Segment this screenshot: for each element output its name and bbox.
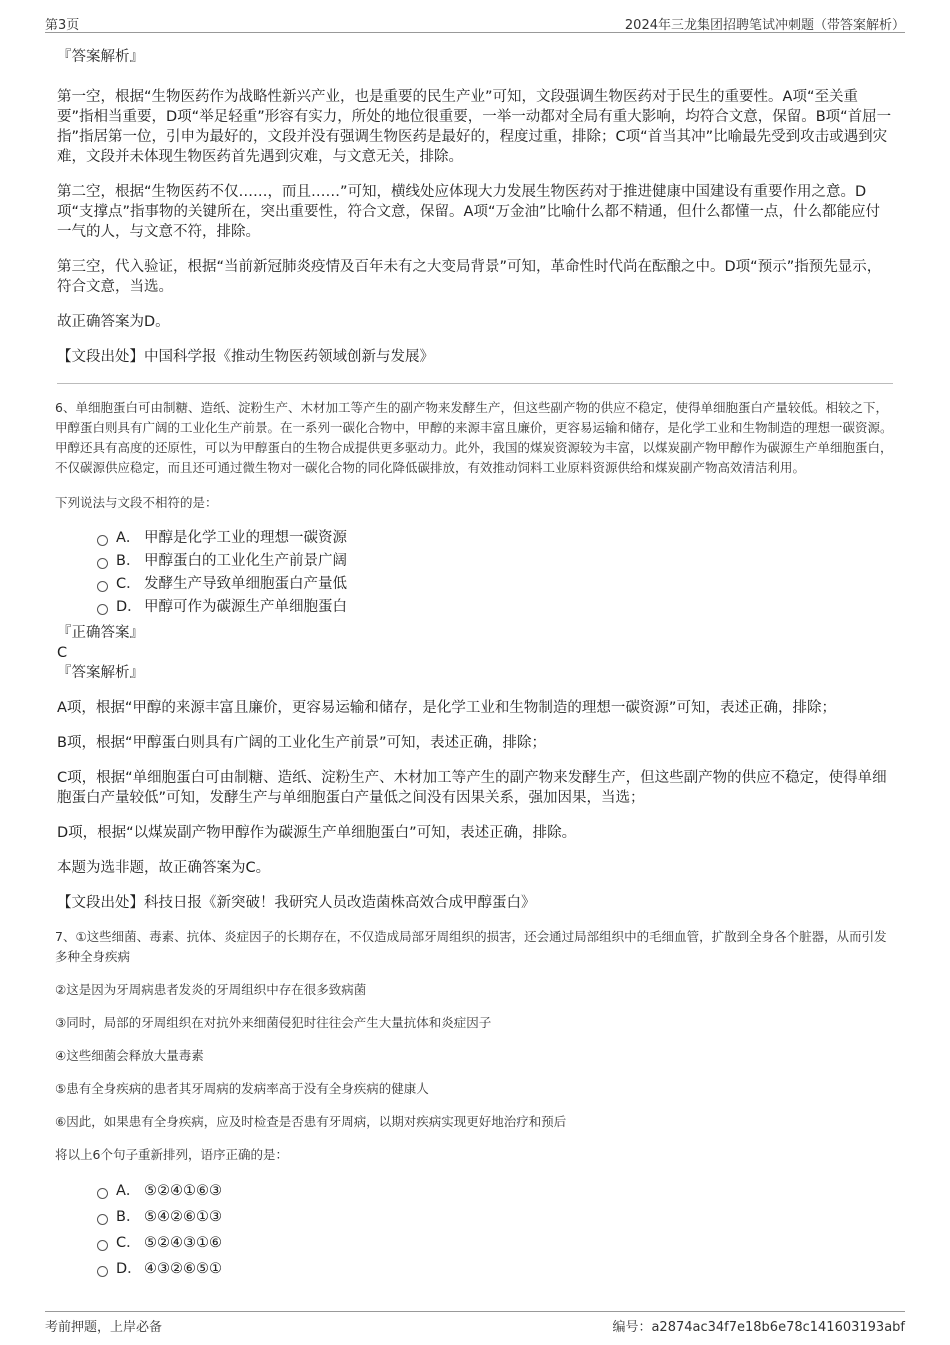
q7-option-b[interactable]: B． ⑤④②⑥①③ (97, 1207, 893, 1227)
q7-sentence-2: ②这是因为牙周病患者发炎的牙周组织中存在很多致病菌 (55, 982, 367, 997)
divider (57, 383, 893, 384)
footer-slogan: 考前押题，上岸必备 (45, 1320, 163, 1335)
radio-icon[interactable] (97, 581, 108, 592)
page-content (57, 40, 893, 1279)
page-header (45, 12, 905, 33)
q6-option-a[interactable]: A． 甲醇是化学工业的理想一碳资源 (97, 528, 893, 548)
q7-option-c[interactable]: C． ⑤②④③①⑥ (97, 1233, 893, 1253)
radio-icon[interactable] (97, 1214, 108, 1225)
document-code: 编号：a2874ac34f7e18b6e78c141603193abf (612, 1320, 905, 1335)
q7-option-a[interactable]: A． ⑤②④①⑥③ (97, 1181, 893, 1201)
q6-source: 【文段出处】科技日报《新突破！我研究人员改造菌株高效合成甲醇蛋白》 (57, 895, 536, 911)
page-number: 第3页 (45, 18, 80, 33)
q6-option-b[interactable]: B． 甲醇蛋白的工业化生产前景广阔 (97, 551, 893, 571)
document-title: 2024年三龙集团招聘笔试冲刺题（带答案解析） (624, 18, 905, 33)
radio-icon[interactable] (97, 604, 108, 615)
q6-conclusion: 本题为选非题，故正确答案为C。 (57, 860, 271, 876)
q7-sentence-1: 7、①这些细菌、毒素、抗体、炎症因子的长期存在，不仅造成局部牙周组织的损害，还会通过局部组织中的毛细血管，扩散到全身各个脏器，从而引发多种全身疾病 (55, 929, 887, 964)
q7-sentence-5: ⑤患有全身疾病的患者其牙周病的发病率高于没有全身疾病的健康人 (55, 1081, 429, 1096)
radio-icon[interactable] (97, 1240, 108, 1251)
radio-icon[interactable] (97, 535, 108, 546)
q6-answer: C (57, 645, 68, 661)
q6-analysis-label: 『答案解析』 (57, 665, 144, 681)
radio-icon[interactable] (97, 558, 108, 569)
radio-icon[interactable] (97, 1266, 108, 1277)
q6-option-d[interactable]: D． 甲醇可作为碳源生产单细胞蛋白 (97, 597, 893, 617)
q5-analysis-label: 『答案解析』 (57, 49, 144, 65)
q6-passage: 6、单细胞蛋白可由制糖、造纸、淀粉生产、木材加工等产生的副产物来发酵生产，但这些副产物的供应不稳定，使得单细胞蛋白产量较低。相较之下，甲醇蛋白则具有广阔的工业化生产前景。在一系列一碳化合物中，甲醇的来源丰富且廉价，更容易运输和储存，是化学工业和生物制造的理想一碳资源。甲醇还具有高度的还原性，可以为甲醇蛋白的生物合成提供更多驱动力。此外，我国的煤炭资源较为丰富，以煤炭副产物甲醇作为碳源生产单细胞蛋白，不仅碳源供应稳定，而且还可通过微生物对一碳化合物的同化降低碳排放，有效推动饲料工业原料资源供给和煤炭副产物高效清洁利用。 (55, 400, 893, 475)
q6-options (97, 528, 893, 617)
q5-analysis-para2: 第二空，根据“生物医药不仅……，而且……”可知，横线处应体现大力发展生物医药对于推进健康中国建设有重要作用之意。D项“支撑点”指事物的关键所在，突出重要性，符合文意，保留。A项“万金油”比喻什么都不精通，但什么都懂一点，什么都能应付一气的人，与文意不符，排除。 (57, 184, 880, 240)
q6-analysis-d: D项，根据“以煤炭副产物甲醇作为碳源生产单细胞蛋白”可知，表述正确，排除。 (57, 825, 577, 841)
q6-analysis-a: A项，根据“甲醇的来源丰富且廉价，更容易运输和储存，是化学工业和生物制造的理想一碳资源”可知，表述正确，排除； (57, 700, 836, 716)
q5-analysis-para3: 第三空，代入验证，根据“当前新冠肺炎疫情及百年未有之大变局背景”可知，革命性时代尚在酝酿之中。D项“预示”指预先显示，符合文意，当选。 (57, 259, 882, 295)
q7-question: 将以上6个句子重新排列，语序正确的是： (55, 1147, 288, 1162)
q6-question: 下列说法与文段不相符的是： (55, 495, 218, 510)
q7-option-d[interactable]: D． ④③②⑥⑤① (97, 1259, 893, 1279)
q7-sentence-4: ④这些细菌会释放大量毒素 (55, 1048, 204, 1063)
q5-source: 【文段出处】中国科学报《推动生物医药领域创新与发展》 (57, 349, 434, 365)
q7-sentence-6: ⑥因此，如果患有全身疾病，应及时检查是否患有牙周病，以期对疾病实现更好地治疗和预后 (55, 1114, 567, 1129)
q6-analysis-b: B项，根据“甲醇蛋白则具有广阔的工业化生产前景”可知，表述正确，排除； (57, 735, 546, 751)
q7-options (97, 1181, 893, 1279)
page-footer (45, 1311, 905, 1336)
q6-answer-label: 『正确答案』 (57, 625, 144, 641)
q5-analysis-para1: 第一空，根据“生物医药作为战略性新兴产业，也是重要的民生产业”可知，文段强调生物医药对于民生的重要性。A项“至关重要”指相当重要，D项“举足轻重”形容有实力，所处的地位很重要，一举一动都对全局有重大影响，均符合文意，保留。B项“首屈一指”指居第一位，引申为最好的，文段并没有强调生物医药是最好的，程度过重，排除；C项“首当其冲”比喻最先受到攻击或遇到灾难，文段并未体现生物医药首先遇到灾难，与文意无关，排除。 (57, 89, 892, 165)
q5-conclusion: 故正确答案为D。 (57, 314, 170, 330)
q6-analysis-c: C项，根据“单细胞蛋白可由制糖、造纸、淀粉生产、木材加工等产生的副产物来发酵生产，但这些副产物的供应不稳定，使得单细胞蛋白产量较低”可知，发酵生产与单细胞蛋白产量低之间没有因果关系，强加因果，当选； (57, 770, 887, 806)
q7-sentence-3: ③同时，局部的牙周组织在对抗外来细菌侵犯时往往会产生大量抗体和炎症因子 (55, 1015, 492, 1030)
radio-icon[interactable] (97, 1188, 108, 1199)
q6-option-c[interactable]: C． 发酵生产导致单细胞蛋白产量低 (97, 574, 893, 594)
